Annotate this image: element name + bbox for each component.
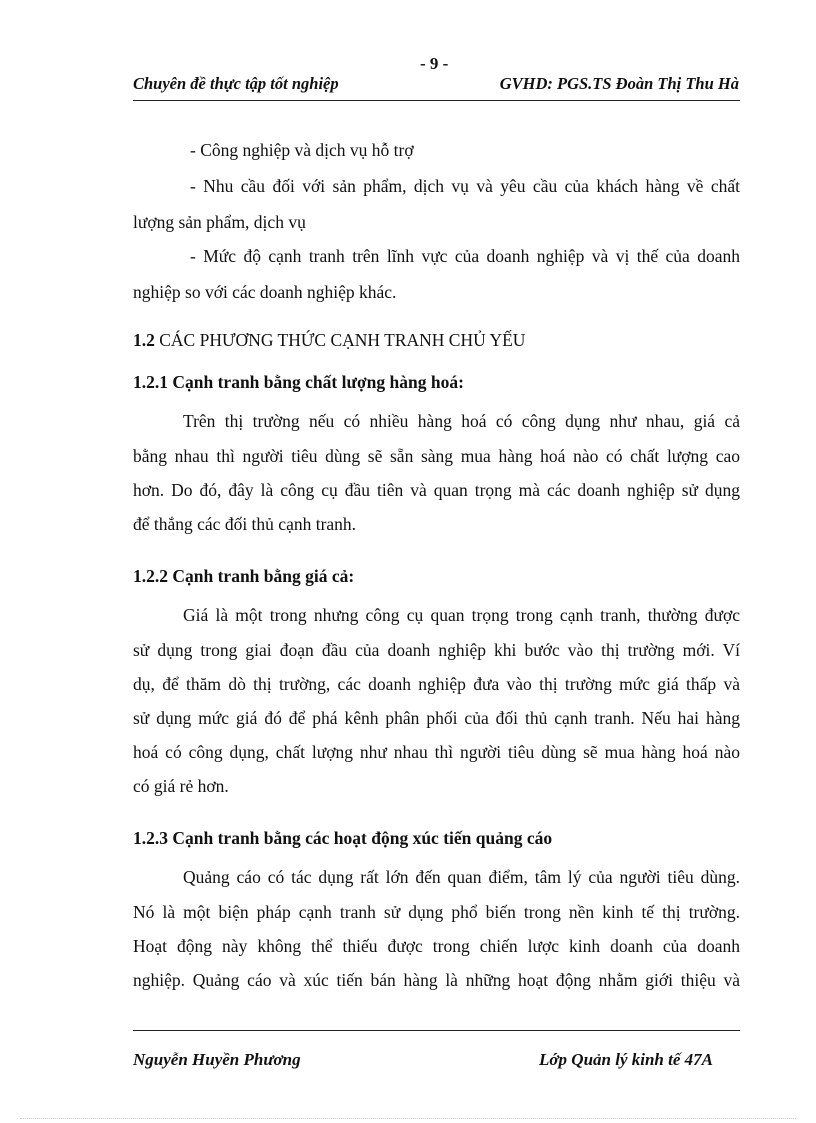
header-right: GVHD: PGS.TS Đoàn Thị Thu Hà: [499, 74, 739, 93]
footer-left: Nguyễn Huyền Phương: [133, 1050, 301, 1069]
running-footer: [133, 1050, 713, 1074]
paragraph-line: dụ, để thăm dò thị trường, các doanh nghiệp đưa vào thị trường mức giá thấp và: [133, 674, 740, 694]
paragraph-line: sử dụng mức giá đó để phá kênh phân phối của đối thủ cạnh tranh. Nếu hai hàng: [133, 708, 740, 728]
subsection-heading-2: 1.2.2 Cạnh tranh bằng giá cả:: [133, 566, 355, 586]
section-heading: [133, 330, 525, 351]
bullet-line: nghiệp so với các doanh nghiệp khác.: [133, 282, 397, 302]
paragraph-line: để thắng các đối thủ cạnh tranh.: [133, 514, 357, 534]
paragraph-line: hoá có công dụng, chất lượng như nhau thì người tiêu dùng sẽ mua hàng hoá nào: [133, 742, 740, 762]
paragraph-line: Quảng cáo có tác dụng rất lớn đến quan điểm, tâm lý của người tiêu dùng.: [183, 867, 740, 887]
page-number: - 9 -: [420, 54, 449, 73]
subsection-heading-3: 1.2.3 Cạnh tranh bằng các hoạt động xúc tiến quảng cáo: [133, 828, 553, 848]
footer-right: Lớp Quản lý kinh tế 47A: [539, 1050, 713, 1069]
bullet-line: - Mức độ cạnh tranh trên lĩnh vực của doanh nghiệp và vị thế của doanh: [190, 246, 740, 266]
paragraph-line: bằng nhau thì người tiêu dùng sẽ sẵn sàng mua hàng hoá nào có chất lượng cao: [133, 446, 740, 466]
running-header: [133, 74, 739, 98]
bullet-line: - Công nghiệp và dịch vụ hỗ trợ: [190, 140, 414, 160]
footer-divider: [133, 1030, 740, 1031]
bullet-line: lượng sản phẩm, dịch vụ: [133, 212, 306, 232]
paragraph-line: Nó là một biện pháp cạnh tranh sử dụng phổ biến trong nền kinh tế thị trường.: [133, 902, 740, 922]
page-edge-dots: [20, 1118, 796, 1119]
paragraph-line: Giá là một trong nhưng công cụ quan trọng trong cạnh tranh, thường được: [183, 605, 740, 625]
header-divider: [133, 100, 740, 101]
paragraph-line: hơn. Do đó, đây là công cụ đầu tiên và quan trọng mà các doanh nghiệp sử dụng: [133, 480, 740, 500]
paragraph-line: nghiệp. Quảng cáo và xúc tiến bán hàng là những hoạt động nhằm giới thiệu và: [133, 970, 740, 990]
section-number: 1.2: [133, 330, 155, 350]
header-left: Chuyên đề thực tập tốt nghiệp: [133, 74, 339, 93]
section-title: CÁC PHƯƠNG THỨC CẠNH TRANH CHỦ YẾU: [159, 330, 526, 350]
subsection-heading-1: 1.2.1 Cạnh tranh bằng chất lượng hàng hoá:: [133, 372, 464, 392]
paragraph-line: có giá rẻ hơn.: [133, 776, 229, 796]
paragraph-line: Hoạt động này không thể thiếu được trong chiến lược kinh doanh của doanh: [133, 936, 740, 956]
paragraph-line: sử dụng trong giai đoạn đầu của doanh nghiệp khi bước vào thị trường mới. Ví: [133, 640, 740, 660]
paragraph-line: Trên thị trường nếu có nhiều hàng hoá có công dụng như nhau, giá cả: [183, 411, 740, 431]
bullet-line: - Nhu cầu đối với sản phẩm, dịch vụ và yêu cầu của khách hàng về chất: [190, 176, 740, 196]
